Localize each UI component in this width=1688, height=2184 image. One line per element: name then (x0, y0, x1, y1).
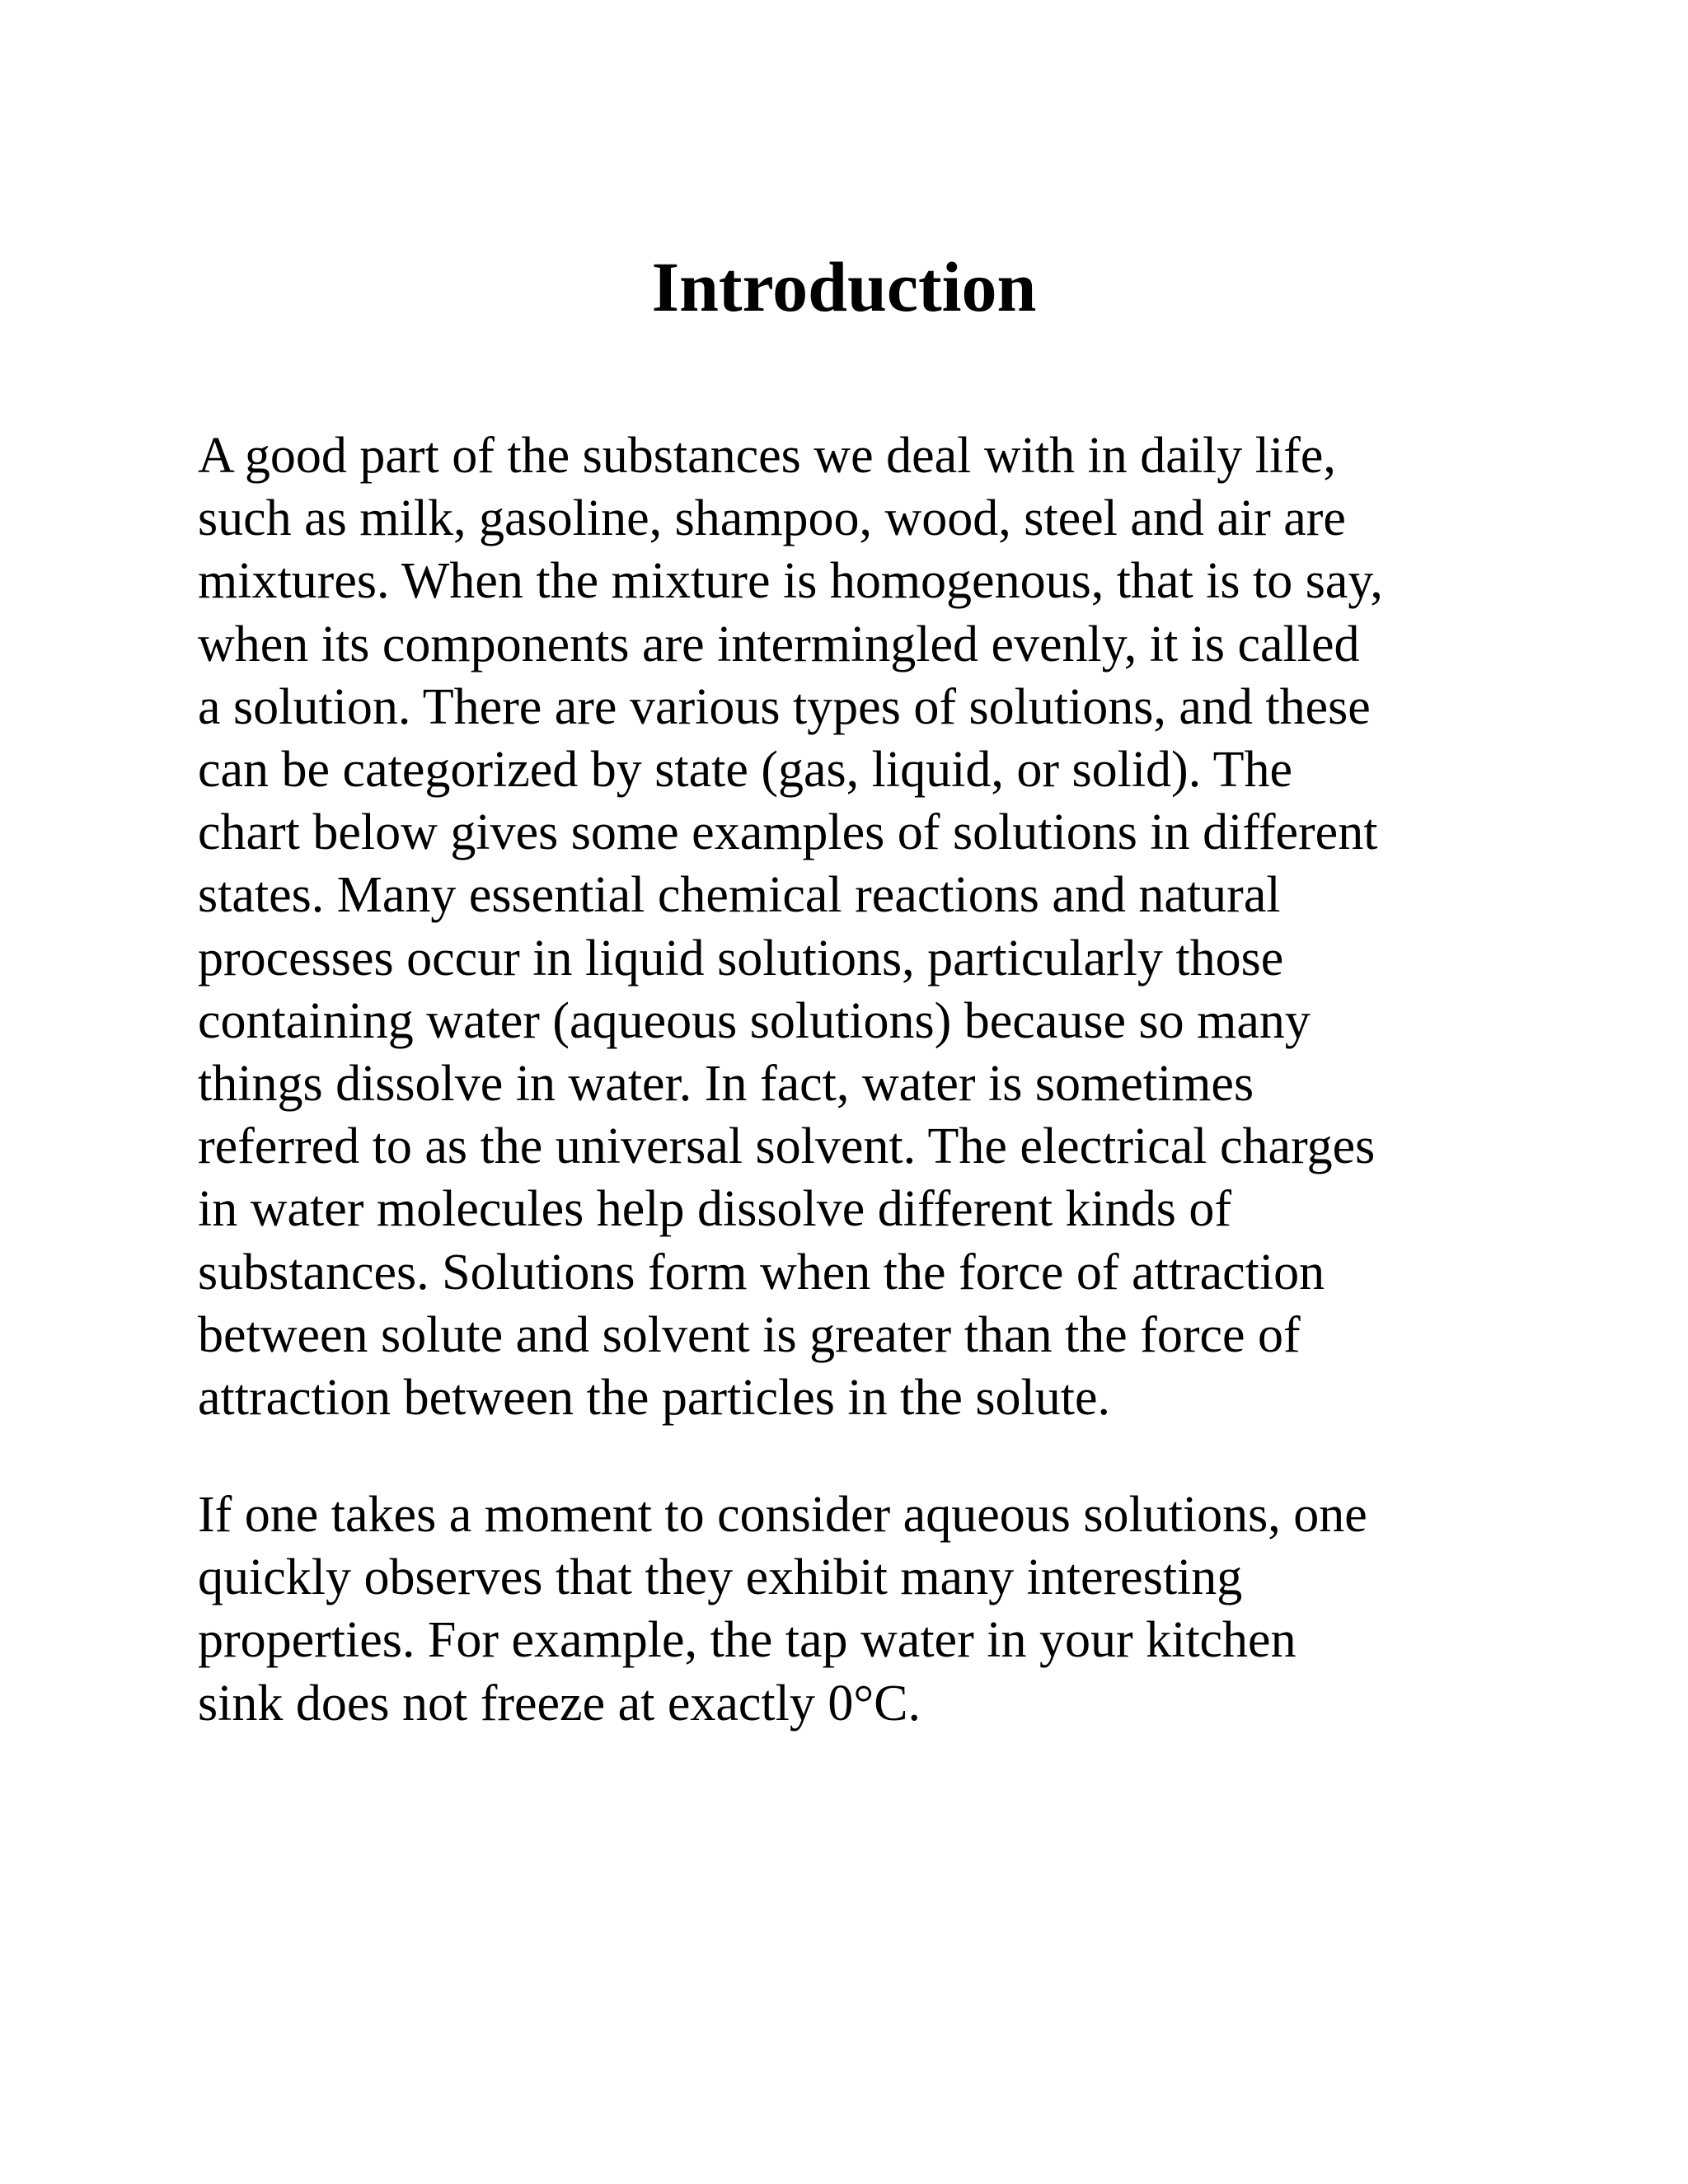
paragraph-line: mixtures. When the mixture is homogenous, that is to say, (198, 553, 1383, 610)
paragraph-line: in water molecules help dissolve different kinds of (198, 1181, 1232, 1238)
paragraph-line: such as milk, gasoline, shampoo, wood, steel and air are (198, 490, 1346, 547)
paragraph-line: A good part of the substances we deal with in daily life, (198, 428, 1336, 484)
paragraph-line: If one takes a moment to consider aqueous solutions, one (198, 1487, 1367, 1543)
paragraph-line: containing water (aqueous solutions) because so many (198, 992, 1311, 1049)
page-title: Introduction (651, 247, 1037, 326)
paragraph-line: processes occur in liquid solutions, particularly those (198, 930, 1284, 987)
paragraph-1 (198, 424, 1484, 1429)
paragraph-line: substances. Solutions form when the force of attraction (198, 1244, 1325, 1301)
paragraph-line: sink does not freeze at exactly 0°C. (198, 1675, 921, 1732)
paragraph-line: properties. For example, the tap water in your kitchen (198, 1612, 1296, 1669)
paragraph-line: referred to as the universal solvent. The electrical charges (198, 1118, 1376, 1175)
paragraph-line: states. Many essential chemical reactions and natural (198, 867, 1281, 924)
paragraph-line: things dissolve in water. In fact, water is sometimes (198, 1056, 1254, 1113)
paragraph-line: can be categorized by state (gas, liquid, or solid). The (198, 742, 1292, 799)
paragraph-2 (198, 1483, 1484, 1735)
paragraph-line: quickly observes that they exhibit many interesting (198, 1549, 1243, 1606)
paragraph-line: chart below gives some examples of solutions in different (198, 804, 1378, 861)
paragraph-line: a solution. There are various types of solutions, and these (198, 678, 1371, 735)
paragraph-line: when its components are intermingled evenly, it is called (198, 616, 1360, 673)
paragraph-line: attraction between the particles in the solute. (198, 1370, 1110, 1427)
paragraph-line: between solute and solvent is greater than the force of (198, 1306, 1301, 1363)
